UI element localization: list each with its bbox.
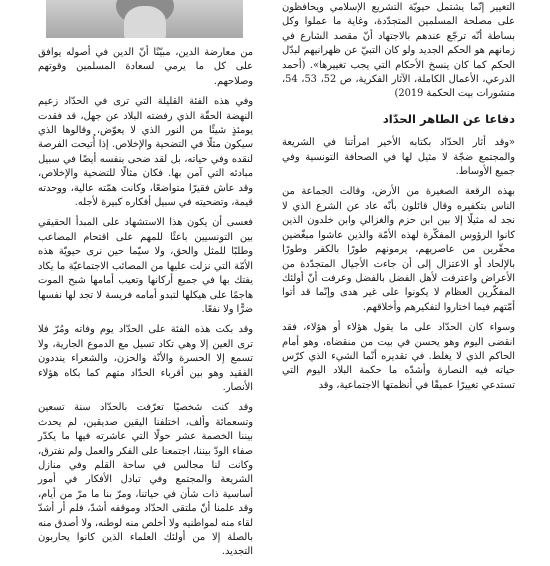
left-paragraph: فعسى أن يكون هذا الاستشهاد على المبدأ الحقيقي بين التونسيين باعثًا للمهم على اقتحام المصاعب وطلبًا للمثل والحق، ولا سيّما حين نرى حيويّة هذه الأمّة التي نزلت عليها من المصائب الاجتماعيّة ما يكاد يفتك بها في جميع أركانها وتعيب أمامها شبح الموت هاجمًا على هيكلها لتبدو أمامه فريسة لا تجد لها نفسها ضرًّا ولا نفعًا. [38, 217, 253, 315]
left-paragraph: وقد كنت شخصيًا تعرّفت بالحدّاد سنة تسعين وتسعمائة وألف، اختلفنا اليقين صديقين، لم يحدث بيننا الخصمة عشر حولًا التي عاشرته فيها ما يكدّر صفاء الودّ بيننا، اجتمعنا على الفكر والعمل ولم نفترق، وكانت لنا مجالس في ساحة القلم وفي منازل الشريعة والمجتمع وفي تبادل الأفكار في أمور أساسية ذات شأن في حياتنا، ومرّ بنا ما مرّ من أيام، وقد علمنا أنّ ملتقى الحدّاد وموقفه أشدّ، فلم أر أشدّ لقاء منه لمواطنيه ولا أخلص منه لوطنه، ولا أصدق منه بالصلة إلا من أولئك العلماء الذين كانوا يحاربون التجديد. [38, 402, 253, 558]
left-paragraph: من معارضة الدين، مبيّنًا أنّ الدين في أصوله يوافق على كل ما يرمي لسعادة المسلمين وقوتهم وصلاحهم. [38, 47, 253, 87]
portrait-face [124, 6, 166, 38]
portrait-photo [46, 0, 243, 38]
left-paragraph: وقد بكت هذه الفئة على الحدّاد يوم وفاته ومُرّ فلا ترى العين إلا وهي تكاد تسيل مع الدموع الجارية، ولا تسمع إلا الحسرة والأنّة والحزن، والشعراء ينددون الفقيد وهو بين أقرباء الحدّاد متهم كما بكاه هؤلاء الأنصار. [38, 324, 253, 393]
right-column [282, 1, 515, 399]
intro-paragraph: التغيير إنّما يشتمل حيويّة التشريع الإسلامي ويحافظون على مصلحة المسلمين المتجدّدة، وغاية ما عملوا وكل بساطة أنّه ترجّع عندهم بالاجتهاد أنّ مقصد الشارع في زمانهم هو الحكم الجديد ولو كان التبيّ عن ظهرانيهم لبدّل الحكم كما كان ينسخ الأحكام التي يجب تغييرها». (أحمد الدرعي، الأعمال الكاملة، الآثار الفكرية، ص 52، 53، 54، منشورات بيت الحكمة 2019) [282, 2, 515, 100]
left-column [38, 46, 253, 566]
left-paragraph: وفي هذه الفئة القليلة التي ترى في الحدّاد زعيم النهضة الحقّة الذي رفضته البلاد عن جهل، قد فقدت يومئذٍ شيئًا من النور الذي لا يعوّض، وقالوها الذي سيكون مثلًا في التضحية والإخلاص. إذا أُتيحت الفرصة لنقده وفي حياته، بل لقد ضحى بنفسه أيضًا في سبيل مبادئه التي آمن بها. فكان مثالًا للتضحية والإخلاص، وقد عاش فقيرًا متواضعًا، وكانت همّته عالية، ووحدته قيمة، وتضحيته في سبيل أفكاره كبيرة لأجله. [38, 96, 253, 209]
right-paragraph: «وقد أثار الحدّاد بكتابه الأخير امرأتنا في الشريعة والمجتمع ضجّة لا مثيل لها في الصحافة التونسية وفي جميع الأوساط. [282, 137, 515, 178]
right-paragraph: بهذه الرقعة الصغيرة من الأرض، وقالت الجماعة من الناس بتكفيره وقال قائلون بأنّه عاد عن الشرع الذي لا نجد له مثيلًا إلا بين ابن حزم والغزالي وابن خلدون الذين كانوا الرؤوس المفكّرة لهذه الأمّة والذين عاشوا مبغّضين محقّرين من عاصريهم، يرمونهم طورًا بالكفر وطورًا بالإلحاد أو الاعتزال إلى أن جاءت الأجيال المتجدّدة من الأعراض واعترفت لأهل الفضل بالفضل وعرفت أنّ أولئك المفكّرين العظام لا يكونوا على غير هدى وإنّما قد أتوا أمّتهم فيما اختاروا لتفكيرهم وأخلاقهم. [282, 186, 515, 313]
section-heading: دفاعا عن الطاهر الحدّاد [382, 111, 515, 126]
right-paragraph: وسواء كان الحدّاد على ما يقول هؤلاء أو هؤلاء، فقد انقضى اليوم وهو يحسن في بيت من منقضاه، وهو أمام الحاكم الذي لا يغلط. في تقديره أنّما الشيء الذي كرّس حياته فيه النصارة وأشدّه ما حكمة البلاد اليوم التي تستدعي تغييرًا عميقًا في أنظمتها الاجتماعية، وقد [282, 322, 515, 391]
